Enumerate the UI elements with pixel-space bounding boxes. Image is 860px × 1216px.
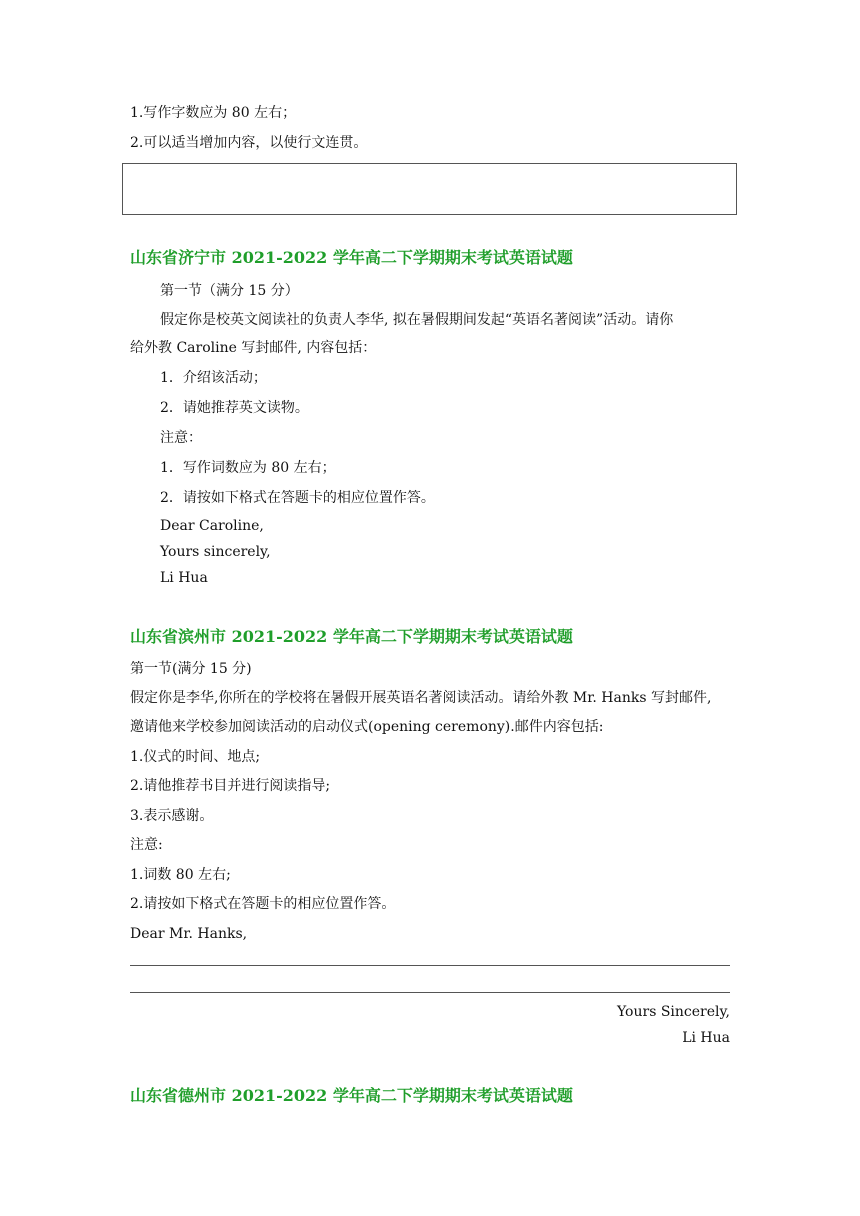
content-item: 2．请她推荐英文读物。 bbox=[160, 400, 309, 416]
letter-signature: Li Hua bbox=[160, 570, 208, 586]
letter-salutation: Dear Mr. Hanks, bbox=[130, 926, 248, 942]
section-subtitle: 第一节（满分 15 分） bbox=[160, 283, 299, 299]
section-heading-binzhou: 山东省滨州市 2021-2022 学年高二下学期期末考试英语试题 bbox=[130, 627, 573, 646]
content-item: 2.请他推荐书目并进行阅读指导; bbox=[130, 778, 331, 794]
section-heading-jining: 山东省济宁市 2021-2022 学年高二下学期期末考试英语试题 bbox=[130, 248, 573, 267]
content-item: 1．介绍该活动； bbox=[160, 370, 267, 386]
notice-item: 2．请按如下格式在答题卡的相应位置作答。 bbox=[160, 490, 435, 506]
note-add-content: 2.可以适当增加内容，以使行文连贯。 bbox=[130, 135, 368, 151]
letter-salutation: Dear Caroline, bbox=[160, 518, 264, 534]
letter-closing: Yours Sincerely, bbox=[617, 1004, 730, 1020]
note-word-count: 1.写作字数应为 80 左右； bbox=[130, 105, 297, 121]
section-heading-dezhou: 山东省德州市 2021-2022 学年高二下学期期末考试英语试题 bbox=[130, 1086, 573, 1105]
prompt-text: 假定你是李华,你所在的学校将在暑假开展英语名著阅读活动。请给外教 Mr. Hanks 写封邮件, bbox=[130, 690, 712, 706]
content-item: 3.表示感谢。 bbox=[130, 808, 214, 824]
notice-label: 注意： bbox=[160, 430, 202, 446]
section-subtitle: 第一节(满分 15 分) bbox=[130, 661, 252, 677]
prompt-text: 给外教 Caroline 写封邮件, 内容包括： bbox=[130, 340, 377, 356]
answer-line[interactable] bbox=[130, 992, 730, 993]
content-item: 1.仪式的时间、地点; bbox=[130, 749, 261, 765]
answer-line[interactable] bbox=[130, 965, 730, 966]
prompt-text: 假定你是校英文阅读社的负责人李华, 拟在暑假期间发起“英语名著阅读”活动。请你 bbox=[160, 312, 674, 328]
notice-item: 1.词数 80 左右; bbox=[130, 867, 231, 883]
letter-closing: Yours sincerely, bbox=[160, 544, 271, 560]
answer-box[interactable] bbox=[122, 163, 737, 215]
prompt-text: 邀请他来学校参加阅读活动的启动仪式(opening ceremony).邮件内容包括: bbox=[130, 719, 604, 735]
notice-item: 2.请按如下格式在答题卡的相应位置作答。 bbox=[130, 896, 396, 912]
letter-signature: Li Hua bbox=[682, 1030, 730, 1046]
notice-item: 1．写作词数应为 80 左右； bbox=[160, 460, 336, 476]
notice-label: 注意: bbox=[130, 837, 163, 853]
